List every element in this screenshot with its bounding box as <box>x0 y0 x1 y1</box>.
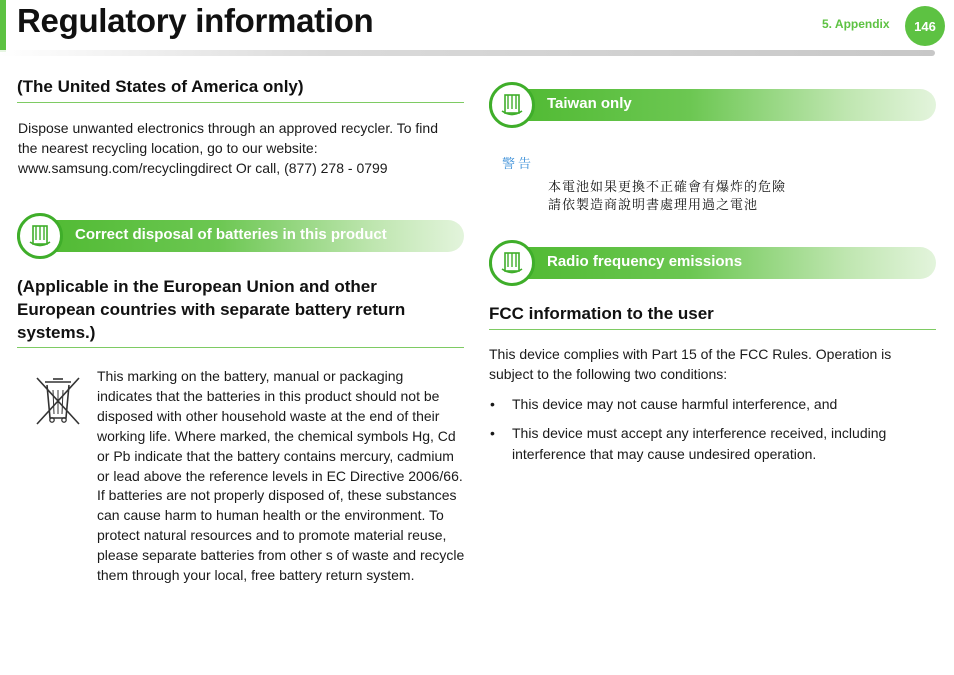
taiwan-line: 請依製造商說明書處理用過之電池 <box>548 198 759 213</box>
page-number-badge: 146 <box>905 6 945 46</box>
usa-heading: (The United States of America only) <box>17 77 304 96</box>
chapter-label: 5. Appendix <box>822 17 890 31</box>
fcc-bullet-text <box>512 394 932 415</box>
taiwan-warning-label: 警告 <box>502 157 535 172</box>
bullet-dot: • <box>490 396 495 412</box>
fcc-bullet-text <box>512 423 932 465</box>
usa-line: Dispose unwanted electronics through an approved recycler. To find <box>18 120 438 136</box>
note-icon <box>17 213 63 259</box>
batteries-line: please separate batteries from other s of waste and recycle <box>97 547 465 564</box>
section-bar-taiwan <box>489 89 936 121</box>
fcc-bullet-line: interference that may cause undesired operation. <box>512 446 817 462</box>
fcc-intro-line: This device complies with Part 15 of the FCC Rules. Operation is <box>489 346 892 362</box>
usa-line: the nearest recycling location, go to our website: <box>18 140 318 156</box>
section-label-radio: Radio frequency emissions <box>547 253 743 270</box>
batteries-heading-line: European countries with separate battery return <box>17 300 406 319</box>
section-bar-radio <box>489 247 936 279</box>
page-header <box>0 0 954 56</box>
batteries-line: them through your local, free battery return system. <box>97 567 415 584</box>
batteries-line: can cause harm to human health or the environment. To <box>97 507 444 524</box>
batteries-heading-line: (Applicable in the European Union and other <box>17 277 377 296</box>
note-icon <box>489 240 535 286</box>
batteries-paragraph <box>97 367 469 586</box>
batteries-heading <box>17 275 467 344</box>
taiwan-line: 本電池如果更換不正確會有爆炸的危險 <box>548 180 787 195</box>
usa-paragraph <box>18 118 468 178</box>
batteries-line: This marking on the battery, manual or packaging <box>97 368 404 384</box>
fcc-intro-line: subject to the following two conditions: <box>489 366 728 382</box>
bullet-dot: • <box>490 425 495 441</box>
fcc-heading: FCC information to the user <box>489 304 714 323</box>
header-divider <box>0 50 935 56</box>
header-accent-bar <box>0 0 6 52</box>
section-label-taiwan: Taiwan only <box>547 95 632 112</box>
batteries-line: disposed with other household waste at the end of their <box>97 407 440 424</box>
fcc-bullet-line: This device must accept any interference received, including <box>512 425 887 441</box>
section-bar-batteries <box>17 220 464 252</box>
batteries-line: indicates that the batteries in this product should not be <box>97 387 440 404</box>
fcc-bullet <box>490 423 940 467</box>
usa-line: www.samsung.com/recyclingdirect Or call, (877) 278 - 0799 <box>18 160 388 176</box>
fcc-heading-rule <box>489 329 936 330</box>
section-label-batteries: Correct disposal of batteries in this product <box>75 226 387 243</box>
note-icon <box>489 82 535 128</box>
crossed-out-bin-icon <box>33 374 83 426</box>
batteries-line: or Pb indicate that the battery contains mercury, cadmium <box>97 447 454 464</box>
batteries-line: working life. Where marked, the chemical symbols Hg, Cd <box>97 427 456 444</box>
fcc-intro <box>489 344 939 384</box>
fcc-bullet-line: This device may not cause harmful interference, and <box>512 396 838 412</box>
batteries-line: or lead above the reference levels in EC Directive 2006/66. <box>97 467 463 484</box>
usa-heading-rule <box>17 102 464 103</box>
batteries-heading-line: systems.) <box>17 323 96 342</box>
batteries-line: protect natural resources and to promote material reuse, <box>97 527 447 544</box>
fcc-bullet <box>490 394 940 418</box>
page-title: Regulatory information <box>17 2 374 39</box>
batteries-line: If batteries are not properly disposed of, these substances <box>97 487 457 504</box>
batteries-heading-rule <box>17 347 464 348</box>
